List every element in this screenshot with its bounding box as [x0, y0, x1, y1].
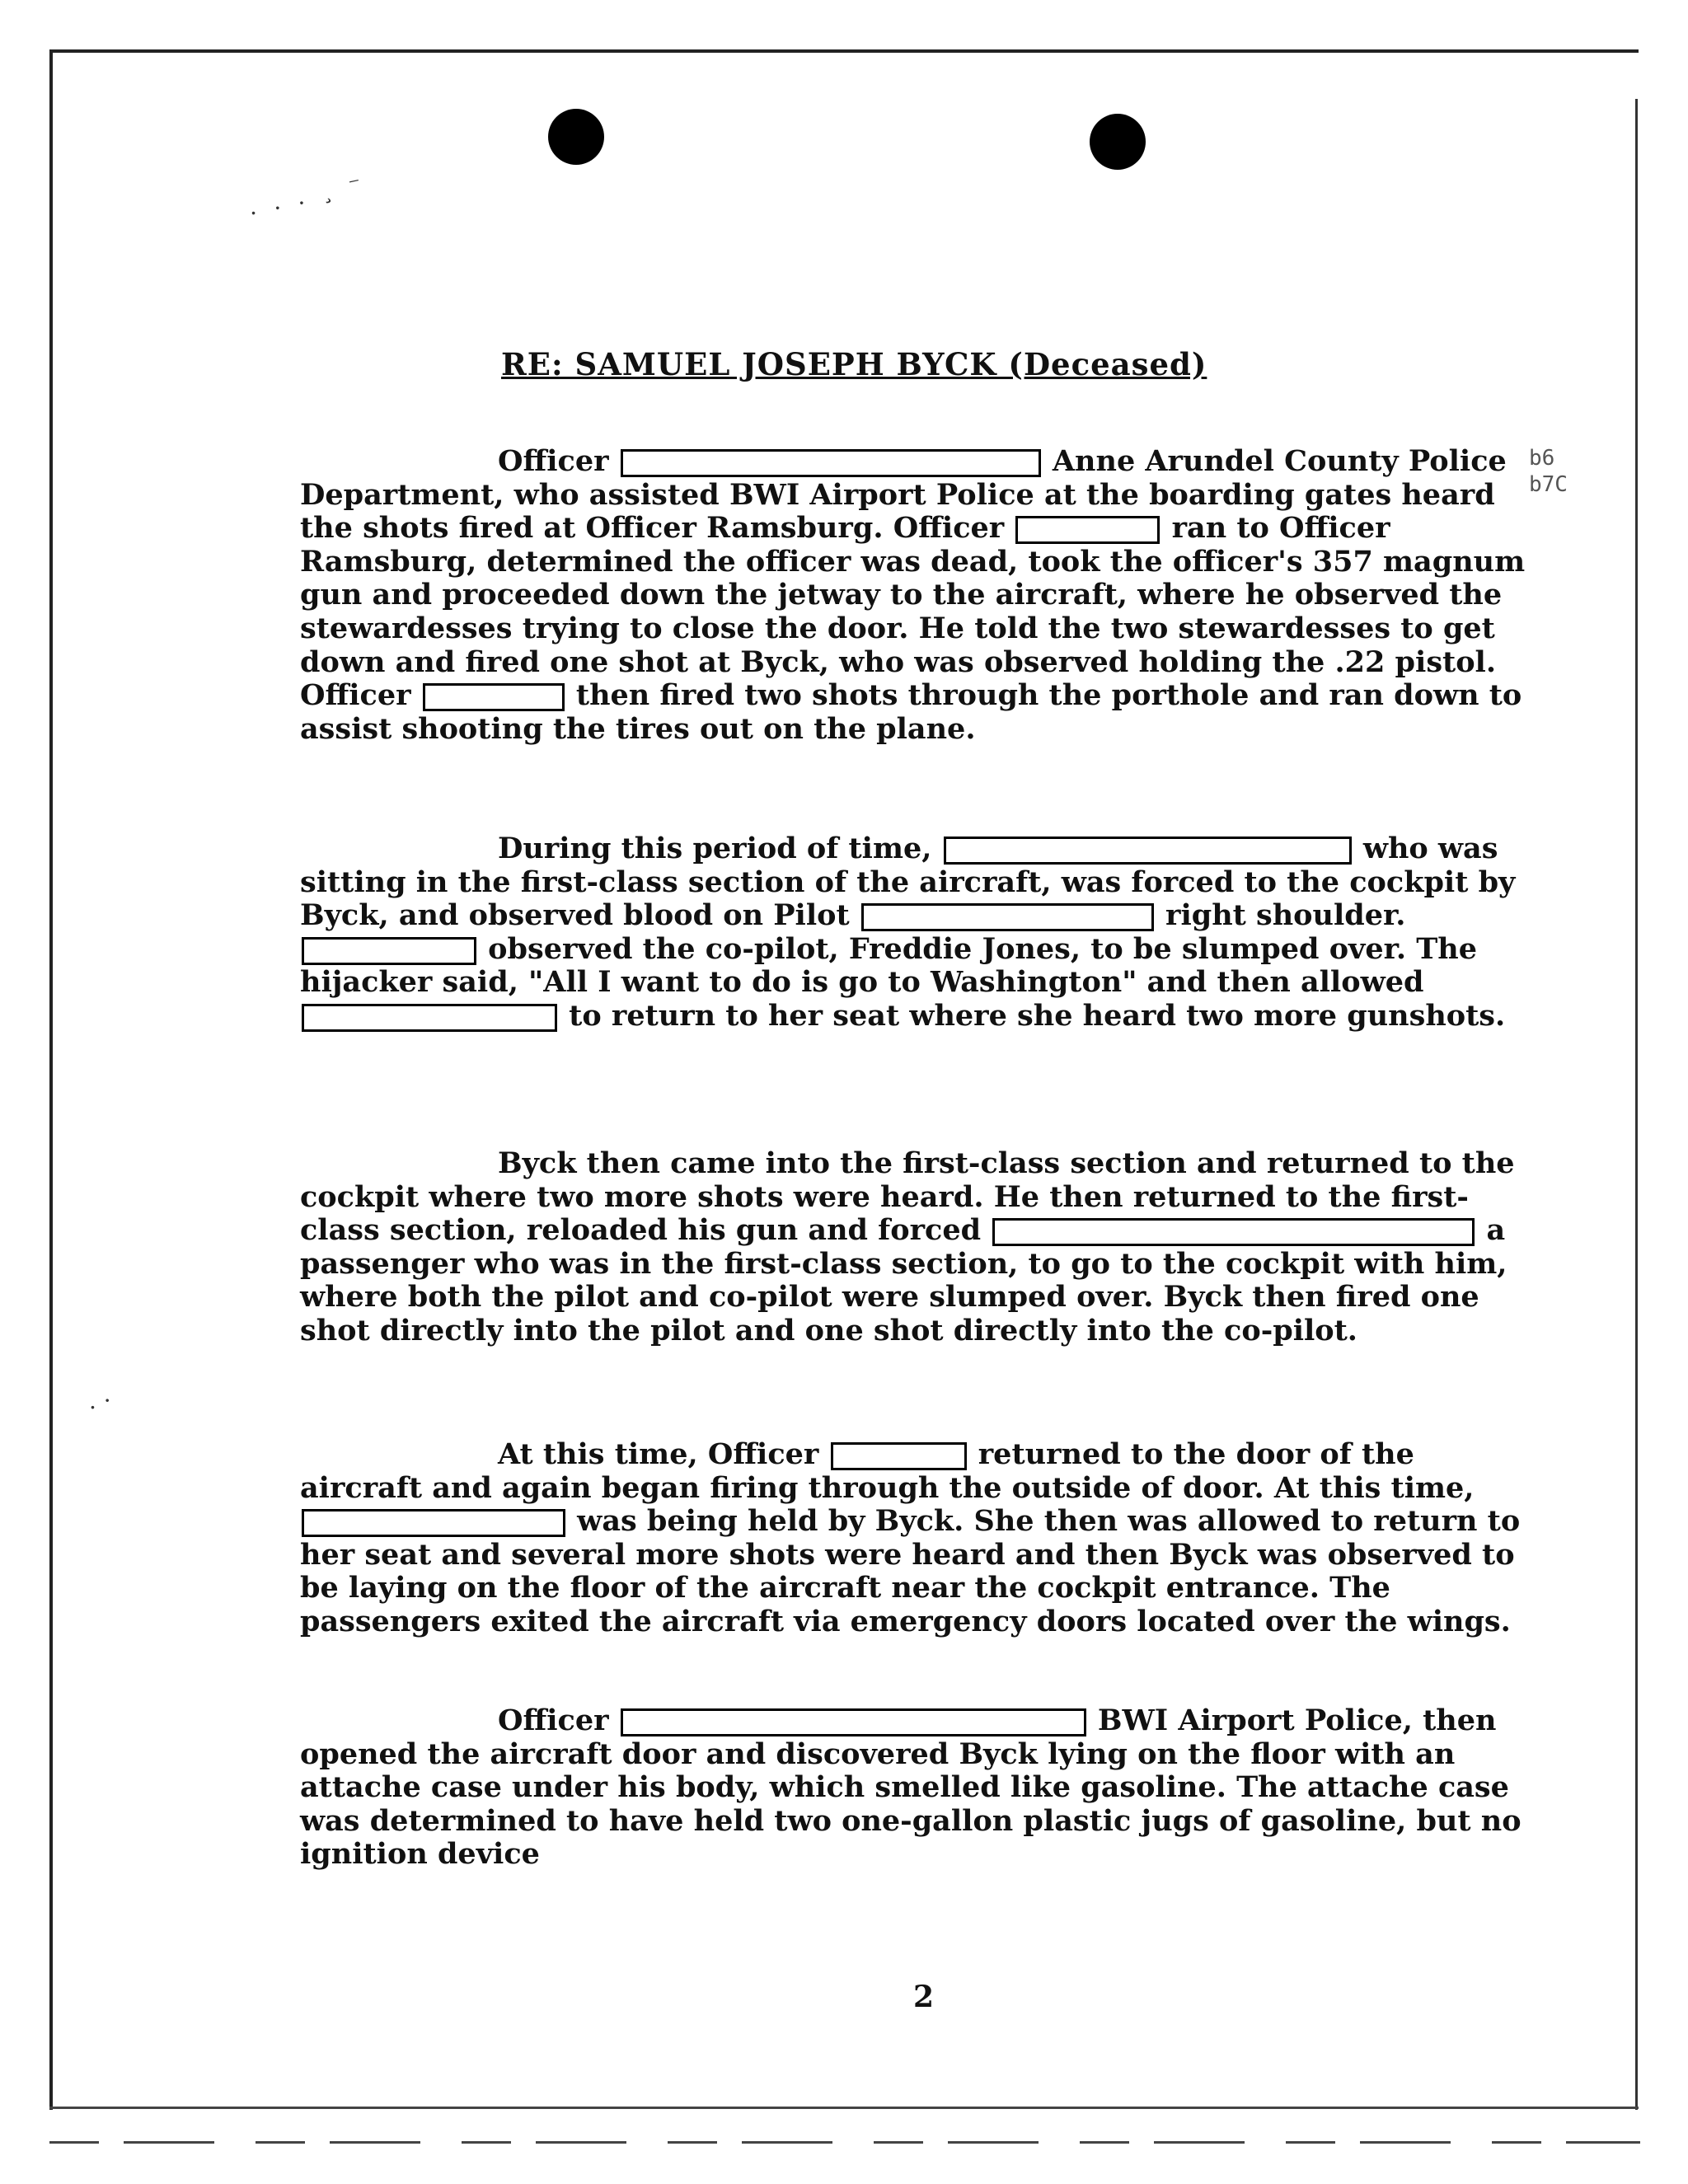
- exemption-code-b7c: b7C: [1529, 472, 1568, 497]
- paragraph-door-firing: [300, 1438, 1528, 1639]
- page-border-left: [49, 49, 53, 2110]
- exemption-code-b6: b6: [1529, 446, 1555, 471]
- punch-hole-left: [548, 109, 604, 165]
- paragraph-text: then fired two shots through the porthole and ran down to assist shooting the tires out on the plane.: [300, 678, 1522, 746]
- paragraph-text: Byck then came into the first-class section and returned to the cockpit where two more shots were heard. He then returned to the first-class section, reloaded his gun and forced: [300, 1146, 1515, 1248]
- margin-dots-mark: . ·: [89, 1387, 111, 1414]
- scan-scribble-mark: . . . ¸ ⁻: [246, 169, 368, 221]
- paragraph-text: At this time, Officer: [498, 1437, 829, 1471]
- redaction-box: [621, 449, 1041, 477]
- redaction-box: [944, 837, 1352, 865]
- page-number: 2: [913, 1980, 935, 2014]
- page-border-bottom: [49, 2107, 1639, 2109]
- paragraph-attache-case: [300, 1704, 1528, 1872]
- bottom-scan-dashes: [49, 2141, 1640, 2144]
- paragraph-text: a passenger who was in the first-class section, to go to the cockpit with him, where both the pilot and co-pilot were slumped over. Byck then fired one shot directly into the pilot and one shot directly into the co-pilot.: [300, 1213, 1507, 1347]
- paragraph-officer-response: [300, 445, 1528, 746]
- document-heading: RE: SAMUEL JOSEPH BYCK (Deceased): [501, 346, 1207, 382]
- page-border-right: [1635, 99, 1638, 2110]
- paragraph-text: During this period of time,: [498, 832, 942, 865]
- redaction-box: [302, 1004, 557, 1032]
- paragraph-text: observed the co-pilot, Freddie Jones, to be slumped over. The hijacker said, "All I want to do is go to Washington" and then allowed: [300, 931, 1478, 1000]
- paragraph-text: Officer: [498, 1704, 619, 1737]
- paragraph-first-class-passenger: [300, 1147, 1528, 1348]
- paragraph-text: returned to the door of the aircraft and again began firing through the outside of door. At this time,: [300, 1437, 1475, 1505]
- paragraph-text: Anne Arundel County Police Department, who assisted BWI Airport Police at the boarding gates heard the shots fired at Officer Ramsburg. Officer: [300, 444, 1507, 546]
- paragraph-text: who was sitting in the first-class section of the aircraft, was forced to the cockpit by Byck, and observed blood on Pilot: [300, 832, 1516, 933]
- paragraph-text: was being held by Byck. She then was allowed to return to her seat and several more shots were heard and then Byck was observed to be laying on the floor of the aircraft near the cockpit entrance. The passengers exited the aircraft via emergency doors located over the wings.: [300, 1504, 1521, 1638]
- redaction-box: [992, 1218, 1475, 1246]
- redaction-box: [861, 903, 1154, 931]
- paragraph-text: to return to her seat where she heard two more gunshots.: [559, 998, 1506, 1033]
- paragraph-text: BWI Airport Police, then opened the aircraft door and discovered Byck lying on the floor with an attache case under his body, which smelled like gasoline. The attache case was determined to have held two one-gallon plastic jugs of gasoline, but no ignition device: [300, 1704, 1522, 1872]
- redaction-box: [831, 1442, 967, 1470]
- paragraph-text: Officer: [498, 444, 619, 478]
- paragraph-text: right shoulder.: [1155, 898, 1406, 933]
- paragraph-cockpit-witness: [300, 832, 1528, 1033]
- paragraph-text: ran to Officer Ramsburg, determined the officer was dead, took the officer's 357 magnum gun and proceeded down the jetway to the aircraft, where he observed the stewardesses trying to close the door. He told the two stewardesses to get down and fired one shot at Byck, who was observed holding the .22 pistol. Officer: [300, 511, 1526, 713]
- redaction-box: [423, 683, 565, 711]
- redaction-box: [1015, 516, 1160, 544]
- exemption-codes: [1529, 445, 1568, 498]
- page-border-top: [49, 49, 1639, 53]
- redaction-box: [302, 1509, 565, 1537]
- redaction-box: [621, 1708, 1086, 1736]
- punch-hole-right: [1090, 114, 1146, 170]
- redaction-box: [302, 937, 476, 965]
